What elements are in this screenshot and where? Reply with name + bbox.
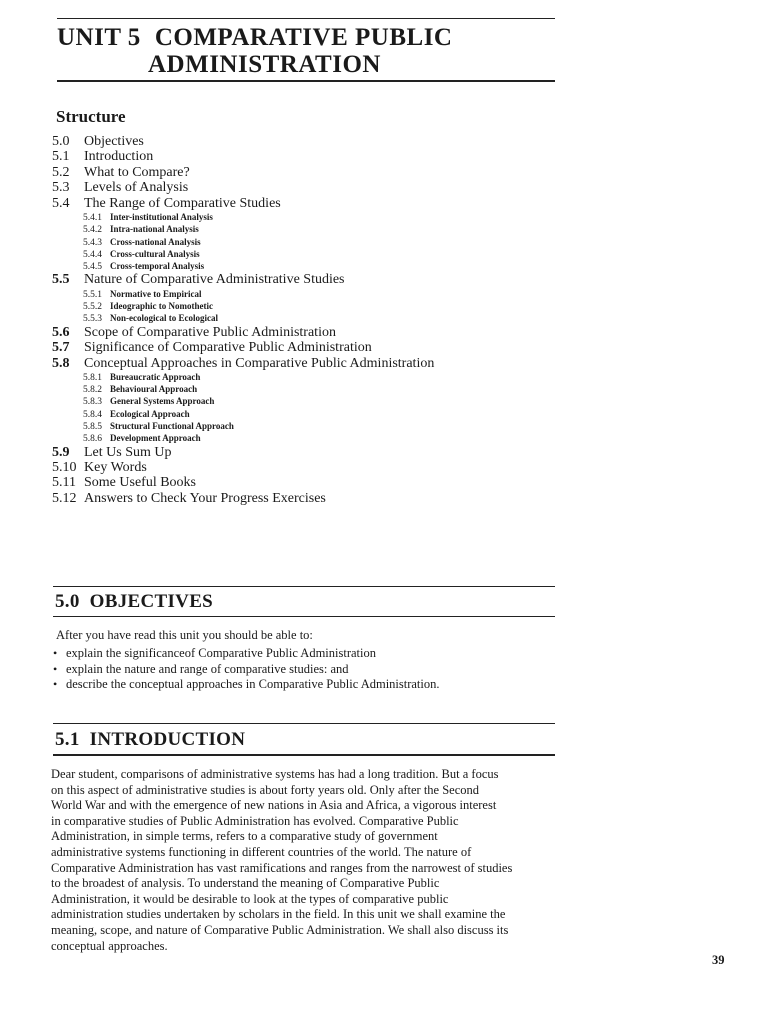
structure-item-text: Some Useful Books bbox=[84, 475, 196, 491]
structure-item bbox=[52, 445, 552, 460]
structure-item-number: 5.0 bbox=[52, 134, 70, 149]
structure-item-number: 5.8.4 bbox=[83, 409, 102, 420]
structure-item-number: 5.9 bbox=[52, 444, 70, 460]
objectives-bullet-list bbox=[53, 646, 440, 693]
introduction-title: INTRODUCTION bbox=[89, 729, 246, 750]
structure-subitem bbox=[52, 223, 552, 235]
structure-subitem bbox=[52, 260, 552, 272]
structure-subitem bbox=[52, 371, 552, 383]
structure-subitem bbox=[52, 248, 552, 260]
structure-subitem bbox=[52, 395, 552, 407]
structure-item-number: 5.4.5 bbox=[83, 262, 102, 273]
structure-item bbox=[52, 149, 552, 164]
introduction-top-rule bbox=[53, 723, 555, 724]
structure-item bbox=[52, 325, 552, 340]
body-line: administration studies undertaken by scholars in the field. In this unit we shall examine the bbox=[51, 907, 506, 922]
structure-item bbox=[52, 165, 552, 180]
body-line: in comparative studies of Public Administration has evolved. Comparative Public bbox=[51, 813, 459, 828]
structure-item-number: 5.8.1 bbox=[83, 372, 102, 383]
body-line: Administration, in simple terms, refers to a comparative study of government bbox=[51, 829, 438, 844]
introduction-bottom-rule bbox=[53, 754, 555, 756]
structure-item-number: 5.1 bbox=[52, 149, 70, 165]
introduction-number: 5.1 bbox=[55, 729, 80, 750]
structure-item-text: Answers to Check Your Progress Exercises bbox=[84, 490, 326, 506]
objectives-heading bbox=[55, 591, 213, 613]
objectives-intro: After you have read this unit you should be able to: bbox=[56, 628, 313, 642]
structure-item-number: 5.2 bbox=[52, 164, 70, 180]
structure-subitem bbox=[52, 408, 552, 420]
structure-item-text: What to Compare? bbox=[84, 164, 190, 180]
structure-item-text: Cross-temporal Analysis bbox=[110, 261, 205, 272]
structure-subitem bbox=[52, 211, 552, 223]
introduction-body bbox=[51, 767, 541, 954]
structure-item-number: 5.6 bbox=[52, 324, 70, 340]
structure-item-number: 5.4 bbox=[52, 195, 70, 211]
page-number: 39 bbox=[712, 953, 725, 967]
structure-subitem bbox=[52, 300, 552, 312]
structure-item-text: Ecological Approach bbox=[110, 408, 190, 419]
structure-item-text: Bureaucratic Approach bbox=[110, 371, 201, 382]
structure-item-text: Ideographic to Nomothetic bbox=[110, 301, 213, 312]
unit-title-first-line: COMPARATIVE PUBLIC bbox=[154, 24, 453, 51]
structure-list bbox=[52, 134, 552, 506]
body-line: on this aspect of administrative studies is about forty years old. Only after the Second bbox=[51, 782, 480, 797]
structure-item-number: 5.4.2 bbox=[83, 225, 102, 236]
structure-item-number: 5.8.6 bbox=[83, 434, 102, 445]
structure-item-text: Normative to Empirical bbox=[110, 288, 202, 299]
structure-item bbox=[52, 475, 552, 490]
structure-item-text: Intra-national Analysis bbox=[110, 224, 199, 235]
structure-item-number: 5.8 bbox=[52, 355, 70, 371]
structure-subitem bbox=[52, 312, 552, 324]
structure-item-number: 5.8.2 bbox=[83, 385, 102, 396]
structure-item-text: Non-ecological to Ecological bbox=[110, 313, 218, 324]
structure-item-text: Significance of Comparative Public Administration bbox=[84, 340, 372, 356]
structure-item-number: 5.4.3 bbox=[83, 237, 102, 248]
structure-item-number: 5.10 bbox=[52, 460, 77, 476]
structure-item-text: Conceptual Approaches in Comparative Public Administration bbox=[84, 355, 435, 371]
objectives-title: OBJECTIVES bbox=[89, 591, 214, 612]
body-line: World War and with the emergence of new nations in Asia and Africa, a vigorous interest bbox=[51, 798, 497, 813]
unit-title-line2: ADMINISTRATION bbox=[148, 51, 381, 78]
structure-item bbox=[52, 356, 552, 371]
objectives-number: 5.0 bbox=[55, 591, 80, 612]
structure-item-text: Cross-cultural Analysis bbox=[110, 248, 200, 259]
unit-label: UNIT 5 bbox=[57, 24, 141, 51]
structure-subitem bbox=[52, 420, 552, 432]
structure-item-text: Scope of Comparative Public Administration bbox=[84, 324, 336, 340]
structure-item-number: 5.8.5 bbox=[83, 422, 102, 433]
structure-item-text: Inter-institutional Analysis bbox=[110, 211, 213, 222]
structure-item-number: 5.5.3 bbox=[83, 314, 102, 325]
header-bottom-rule bbox=[57, 80, 555, 82]
structure-item-text: The Range of Comparative Studies bbox=[84, 195, 281, 211]
structure-item-text: Nature of Comparative Administrative Studies bbox=[84, 272, 345, 288]
structure-item-text: General Systems Approach bbox=[110, 396, 215, 407]
body-line: to the broadest of analysis. To understand the meaning of Comparative Public bbox=[51, 876, 440, 891]
structure-item-number: 5.3 bbox=[52, 180, 70, 196]
structure-item-text: Cross-national Analysis bbox=[110, 236, 201, 247]
structure-item-text: Behavioural Approach bbox=[110, 384, 198, 395]
structure-item-text: Introduction bbox=[84, 149, 154, 165]
structure-item bbox=[52, 180, 552, 195]
structure-item-number: 5.5.2 bbox=[83, 302, 102, 313]
bullet-icon: • bbox=[53, 646, 58, 660]
structure-heading: Structure bbox=[56, 107, 126, 126]
structure-subitem bbox=[52, 288, 552, 300]
body-line: Administration, it would be desirable to look at the types of comparative public bbox=[51, 891, 449, 906]
bullet-icon: • bbox=[53, 677, 58, 691]
objective-text: describe the conceptual approaches in Comparative Public Administration. bbox=[66, 677, 440, 691]
objectives-bottom-rule bbox=[53, 616, 555, 617]
structure-item-number: 5.5 bbox=[52, 272, 70, 288]
objectives-top-rule bbox=[53, 586, 555, 587]
objective-text: explain the nature and range of comparative studies: and bbox=[66, 661, 349, 676]
structure-item bbox=[52, 491, 552, 506]
body-line: meaning, scope, and nature of Comparative Public Administration. We shall also discuss its bbox=[51, 922, 509, 937]
structure-item-text: Levels of Analysis bbox=[84, 180, 189, 196]
structure-item-text: Key Words bbox=[84, 460, 147, 476]
structure-item-number: 5.8.3 bbox=[83, 397, 102, 408]
header-top-rule bbox=[57, 18, 555, 19]
structure-item-text: Let Us Sum Up bbox=[84, 444, 172, 460]
structure-item-number: 5.7 bbox=[52, 340, 70, 356]
body-line: conceptual approaches. bbox=[51, 938, 168, 953]
structure-item bbox=[52, 460, 552, 475]
structure-item bbox=[52, 134, 552, 149]
structure-item bbox=[52, 196, 552, 211]
body-line: administrative systems functioning in different countries of the world. The nature of bbox=[51, 844, 472, 859]
structure-item-number: 5.4.4 bbox=[83, 249, 102, 260]
list-item bbox=[53, 662, 440, 678]
structure-subitem bbox=[52, 236, 552, 248]
structure-item-text: Development Approach bbox=[110, 433, 201, 444]
structure-subitem bbox=[52, 383, 552, 395]
unit-title-line1 bbox=[57, 24, 452, 52]
structure-item-text: Objectives bbox=[84, 134, 144, 149]
structure-item-number: 5.4.1 bbox=[83, 212, 102, 223]
structure-item-number: 5.11 bbox=[52, 475, 76, 491]
list-item bbox=[53, 646, 440, 662]
structure-subitem bbox=[52, 432, 552, 444]
bullet-icon: • bbox=[53, 661, 58, 676]
structure-item-number: 5.12 bbox=[52, 490, 77, 506]
introduction-heading bbox=[55, 729, 245, 751]
objective-text: explain the significanceof Comparative Public Administration bbox=[66, 646, 376, 660]
structure-item bbox=[52, 272, 552, 287]
structure-item-text: Structural Functional Approach bbox=[110, 421, 234, 432]
structure-item-number: 5.5.1 bbox=[83, 289, 102, 300]
body-line: Comparative Administration has vast ramifications and ranges from the narrowest of studies bbox=[51, 860, 513, 875]
structure-item bbox=[52, 340, 552, 355]
list-item bbox=[53, 677, 440, 693]
body-line: Dear student, comparisons of administrative systems has had a long tradition. But a focus bbox=[51, 767, 499, 781]
